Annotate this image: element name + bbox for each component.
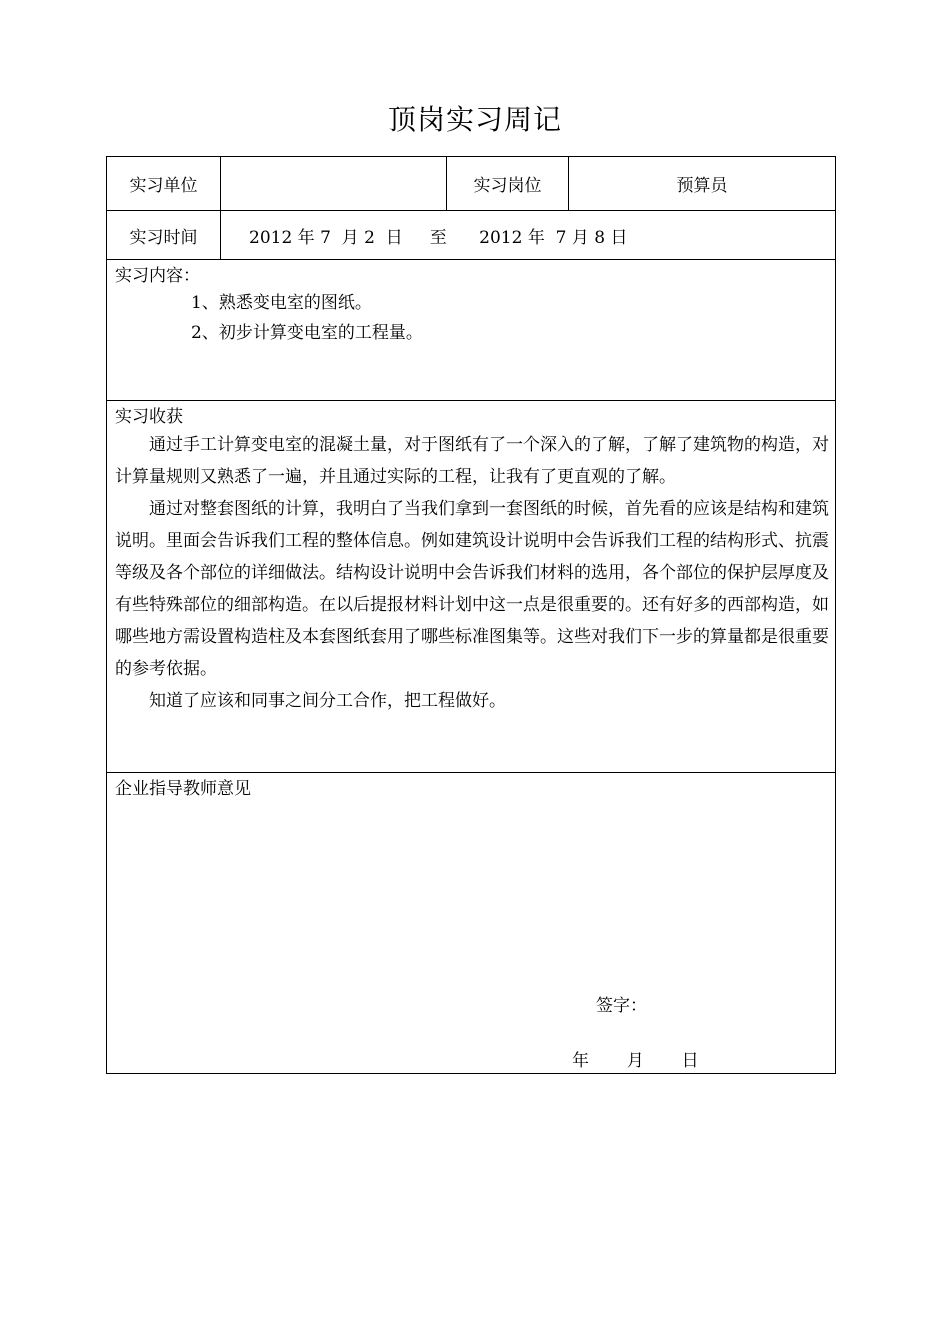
position-value[interactable]: 预算员	[569, 157, 836, 211]
opinion-row	[107, 773, 836, 1074]
internship-form-table	[106, 156, 836, 1074]
gains-label: 实习收获	[115, 407, 183, 427]
content-row	[107, 260, 836, 401]
opinion-cell	[107, 773, 836, 1074]
date-line: 年 月 日	[572, 1051, 699, 1071]
page-title: 顶岗实习周记	[387, 103, 562, 136]
period-label: 实习时间	[107, 211, 221, 260]
gains-paragraph: 通过对整套图纸的计算，我明白了当我们拿到一套图纸的时候，首先看的应该是结构和建筑说明。里面会告诉我们工程的整体信息。例如建筑设计说明中会告诉我们工程的结构形式、抗震等级及各个部位的详细做法。结构设计说明中会告诉我们材料的选用，各个部位的保护层厚度及有些特殊部位的细部构造。在以后提报材料计划中这一点是很重要的。还有好多的西部构造，如哪些地方需设置构造柱及本套图纸套用了哪些标准图集等。这些对我们下一步的算量都是很重要的参考依据。	[115, 499, 829, 679]
content-label: 实习内容：	[115, 266, 200, 286]
period-row	[107, 211, 836, 260]
content-item: 1、熟悉变电室的图纸。	[191, 293, 372, 313]
gains-paragraph: 知道了应该和同事之间分工合作，把工程做好。	[149, 691, 506, 711]
unit-row	[107, 157, 836, 211]
content-item: 2、初步计算变电室的工程量。	[191, 323, 423, 343]
unit-label: 实习单位	[107, 157, 221, 211]
period-value[interactable]: 2012 年 7 月 2 日 至 2012 年 7 月 8 日	[221, 211, 836, 260]
gains-row	[107, 401, 836, 773]
unit-value[interactable]	[221, 157, 447, 211]
position-label: 实习岗位	[447, 157, 569, 211]
gains-cell	[107, 401, 836, 773]
content-cell	[107, 260, 836, 401]
gains-paragraph: 通过手工计算变电室的混凝土量，对于图纸有了一个深入的了解，了解了建筑物的构造，对计算量规则又熟悉了一遍，并且通过实际的工程，让我有了更直观的了解。	[115, 435, 829, 487]
opinion-label: 企业指导教师意见	[115, 779, 251, 799]
signature-label: 签字：	[596, 996, 647, 1016]
